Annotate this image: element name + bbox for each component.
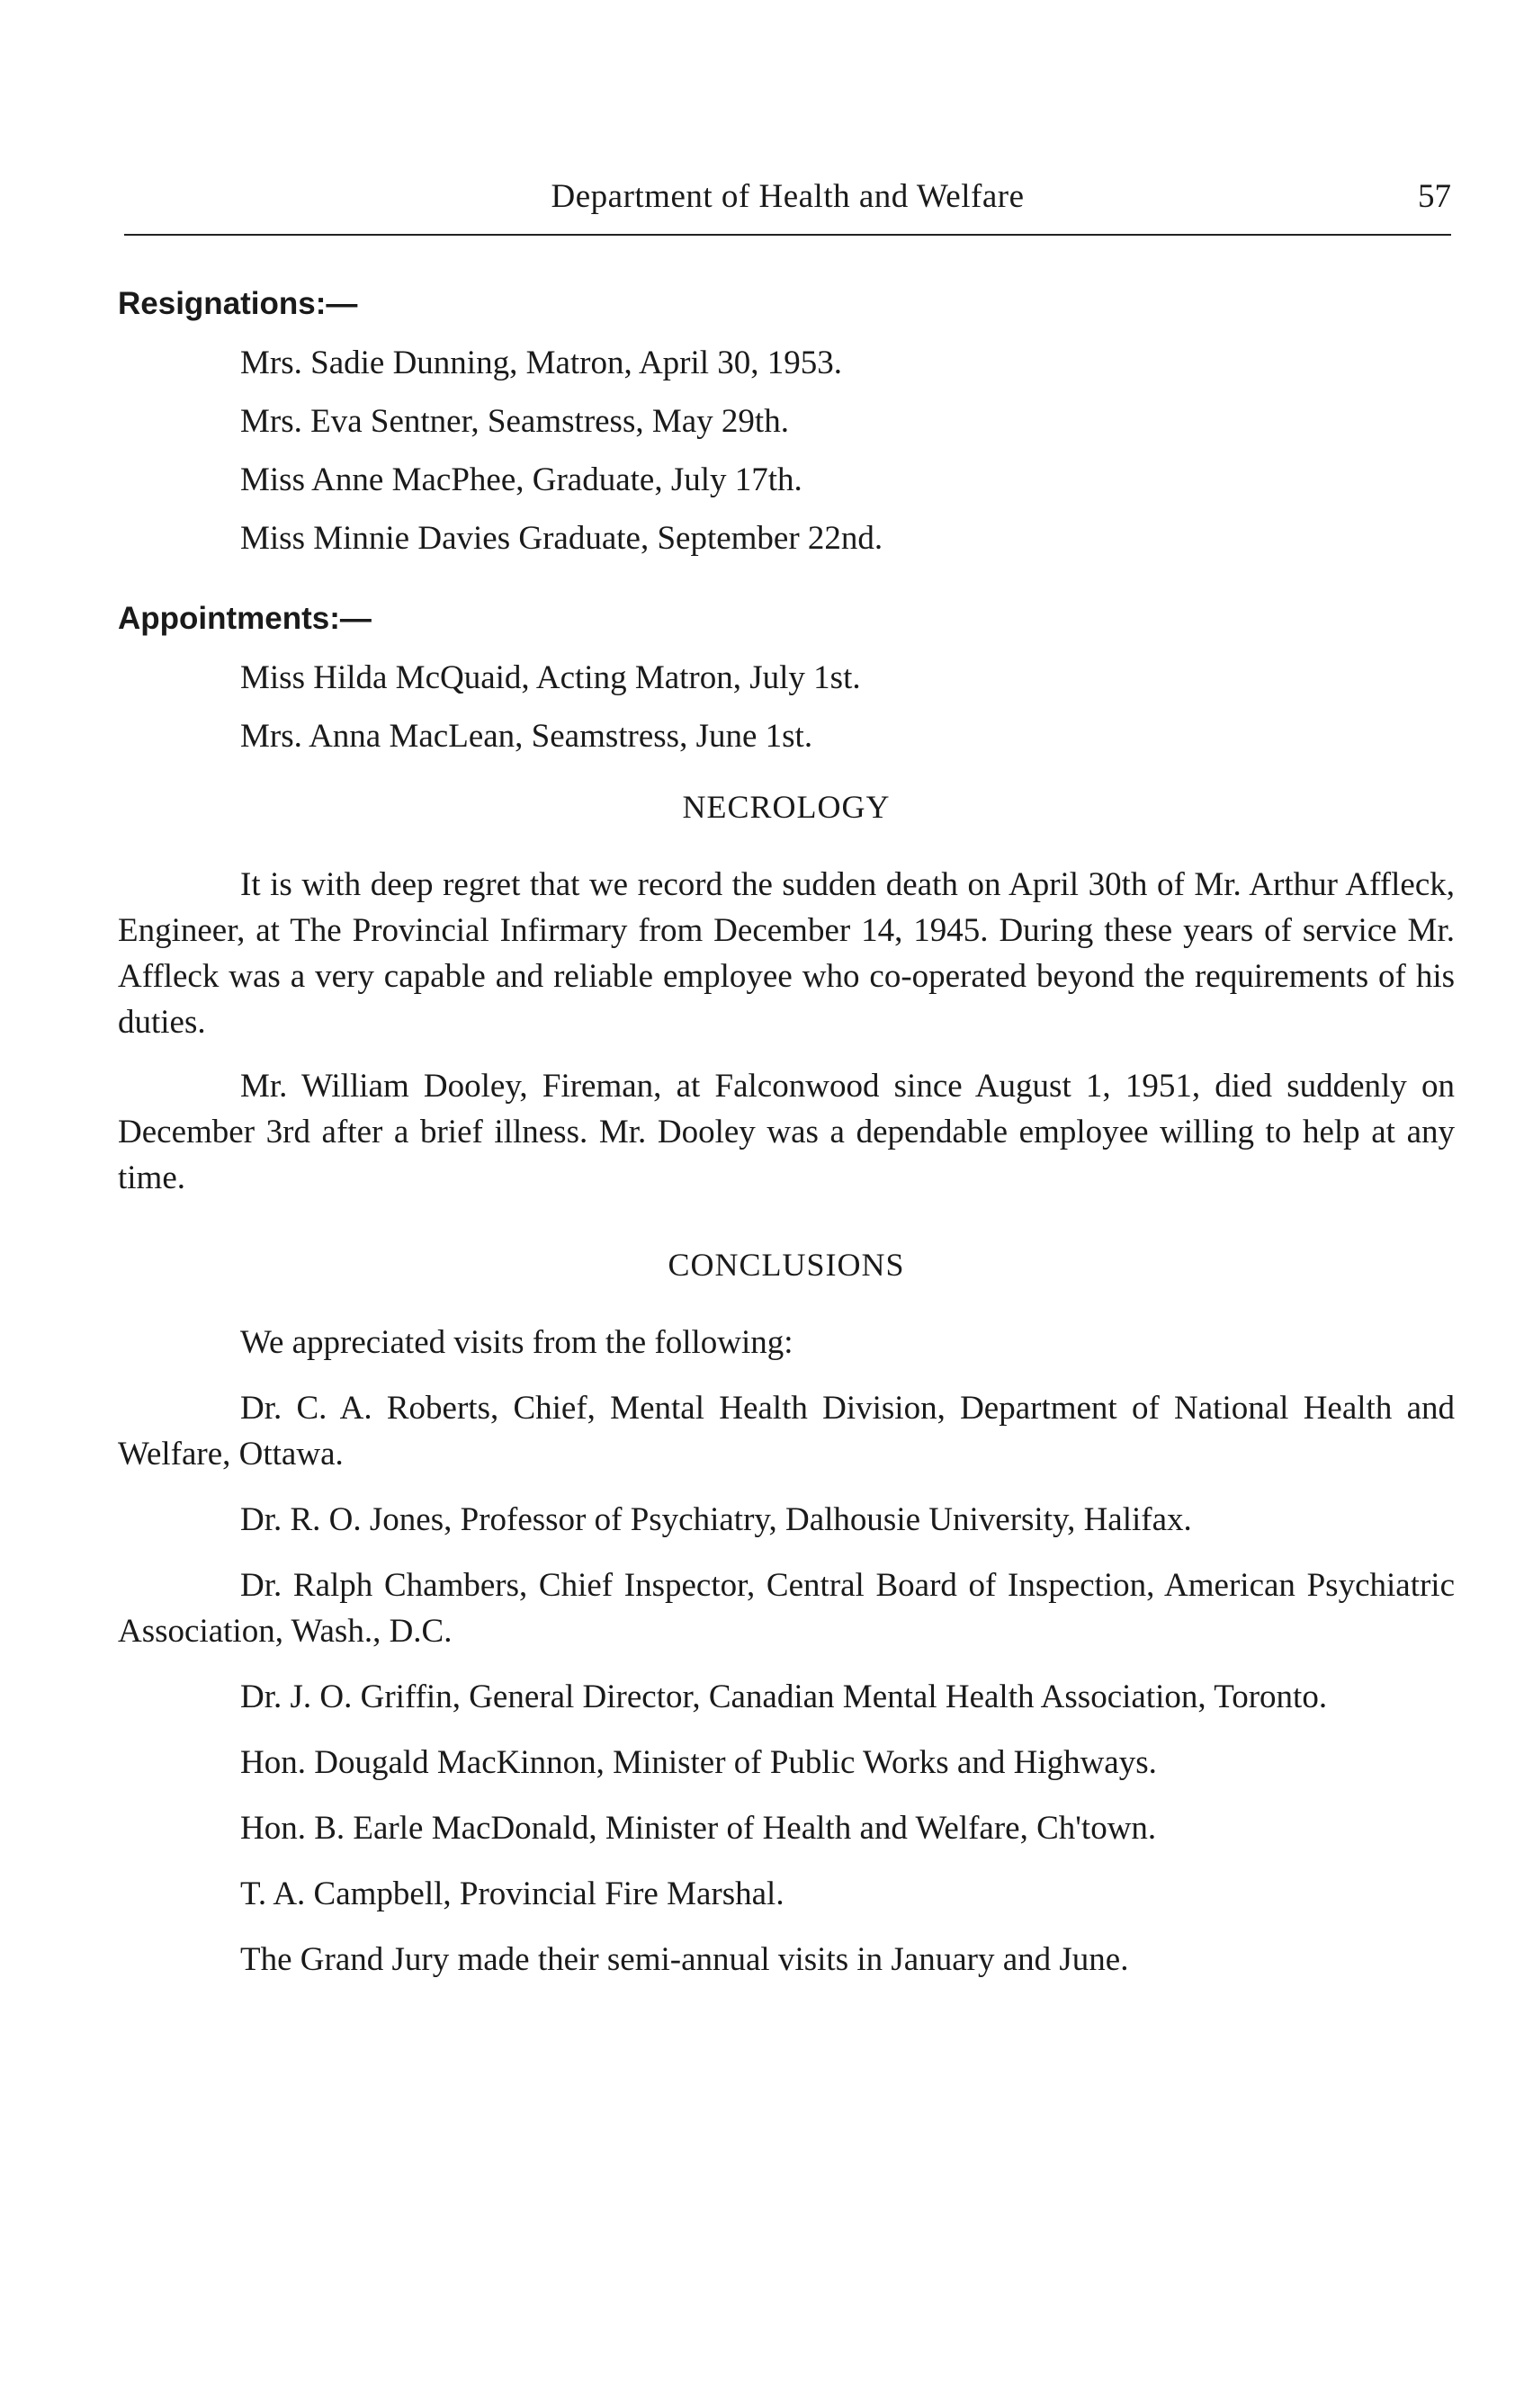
visitor-entry: Dr. C. A. Roberts, Chief, Mental Health Division, Department of National Health and Welfare, Ottawa. xyxy=(118,1390,1455,1473)
visitor-entry: Hon. Dougald MacKinnon, Minister of Public Works and Highways. xyxy=(240,1744,1157,1781)
conclusions-intro: We appreciated visits from the following: xyxy=(240,1324,793,1361)
appointment-item: Mrs. Anna MacLean, Seamstress, June 1st. xyxy=(240,718,813,755)
necrology-paragraph: It is with deep regret that we record the sudden death on April 30th of Mr. Arthur Affleck, Engineer, at The Provincial Infirmary from December 14, 1945. During these years of service Mr. Affleck was a very capable and reliable employee who co-operated beyond the requirements of his duties. xyxy=(118,866,1455,1041)
resignation-item: Mrs. Eva Sentner, Seamstress, May 29th. xyxy=(240,403,789,440)
resignations-label: Resignations:— xyxy=(118,286,358,321)
appointments-label: Appointments:— xyxy=(118,601,372,636)
appointment-item: Miss Hilda McQuaid, Acting Matron, July 1st. xyxy=(240,659,861,696)
resignation-item: Mrs. Sadie Dunning, Matron, April 30, 1953. xyxy=(240,345,843,381)
resignation-item: Miss Minnie Davies Graduate, September 22nd. xyxy=(240,520,883,557)
necrology-paragraph: Mr. William Dooley, Fireman, at Falconwood since August 1, 1951, died suddenly on December 3rd after a brief illness. Mr. Dooley was a dependable employee willing to help at any time. xyxy=(118,1068,1455,1196)
visitor-entry: Dr. Ralph Chambers, Chief Inspector, Central Board of Inspection, American Psychiatric Association, Wash., D.C. xyxy=(118,1567,1455,1650)
running-title: Department of Health and Welfare xyxy=(551,178,1025,215)
page-number: 57 xyxy=(1418,178,1451,215)
visitor-entry: T. A. Campbell, Provincial Fire Marshal. xyxy=(240,1875,784,1912)
resignation-item: Miss Anne MacPhee, Graduate, July 17th. xyxy=(240,461,802,498)
visitor-entry: Hon. B. Earle MacDonald, Minister of Health and Welfare, Ch'town. xyxy=(240,1810,1157,1847)
closing-statement: The Grand Jury made their semi-annual visits in January and June. xyxy=(240,1941,1129,1978)
resignations-list xyxy=(118,340,1455,561)
page-body xyxy=(118,281,1455,2002)
visitor-entry: Dr. J. O. Griffin, General Director, Canadian Mental Health Association, Toronto. xyxy=(240,1678,1328,1715)
running-header xyxy=(124,176,1451,236)
appointments-list xyxy=(118,655,1455,759)
visitor-entry: Dr. R. O. Jones, Professor of Psychiatry, Dalhousie University, Halifax. xyxy=(240,1501,1192,1538)
conclusions-heading: CONCLUSIONS xyxy=(668,1247,905,1283)
necrology-heading: NECROLOGY xyxy=(682,789,891,825)
